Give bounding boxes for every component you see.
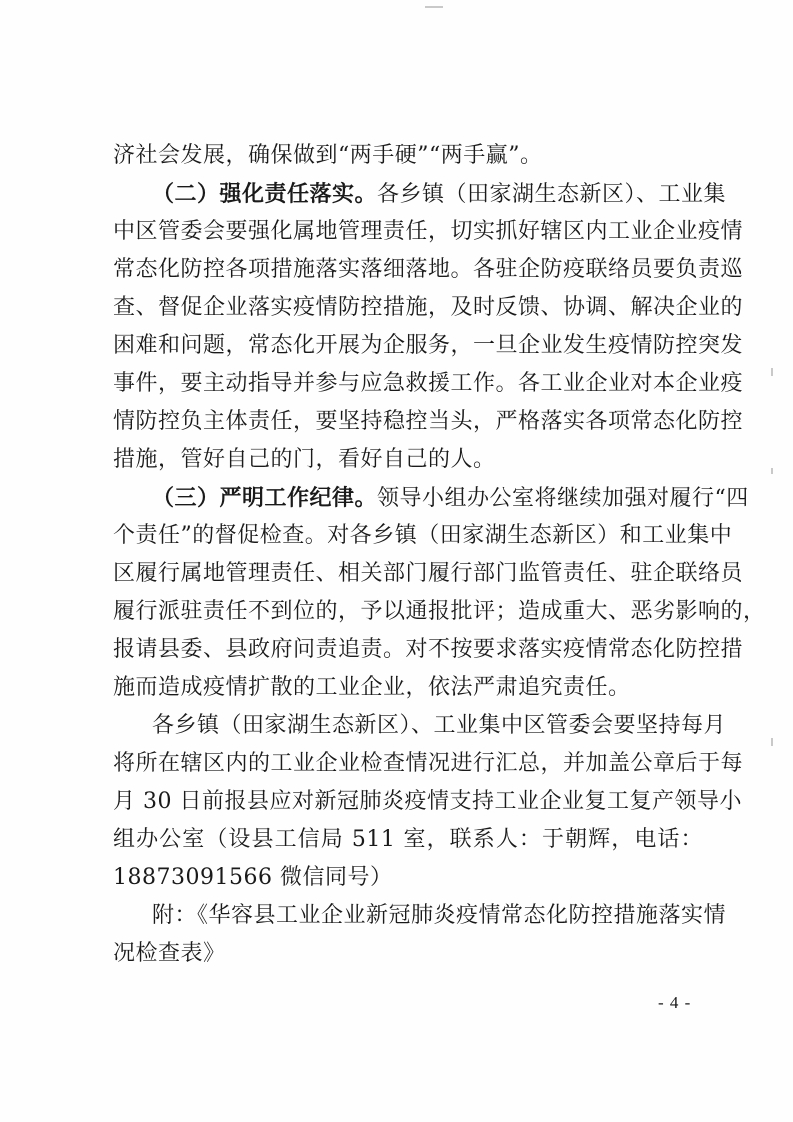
body-line: 履行派驻责任不到位的，予以通报批评；造成重大、恶劣影响的， <box>113 599 766 624</box>
body-line: 报请县委、县政府问责追责。对不按要求落实疫情常态化防控措 <box>113 637 744 662</box>
body-line <box>152 483 749 513</box>
body-line: 区履行属地管理责任、相关部门履行部门监管责任、驻企联络员 <box>113 561 744 586</box>
page-number: - 4 - <box>658 993 692 1012</box>
body-line: 18873091566 微信同号） <box>113 865 393 890</box>
scan-artifact-top <box>425 6 443 8</box>
body-line: 月 30 日前报县应对新冠肺炎疫情支持工业企业复工复产领导小 <box>113 789 742 814</box>
body-line: 将所在辖区内的工业企业检查情况进行汇总，并加盖公章后于每 <box>113 751 744 776</box>
body-line: 事件，要主动指导并参与应急救援工作。各工业企业对本企业疫 <box>113 371 744 396</box>
body-line: 施而造成疫情扩散的工业企业，依法严肃追究责任。 <box>113 675 631 700</box>
attachment-line: 附：《华容县工业企业新冠肺炎疫情常态化防控措施落实情 <box>152 903 727 928</box>
body-line: 中区管委会要强化属地管理责任，切实抓好辖区内工业企业疫情 <box>113 219 744 244</box>
scan-artifact-right-3 <box>771 738 773 746</box>
body-line <box>152 179 727 209</box>
section-heading-2: （二）强化责任落实。 <box>152 181 378 207</box>
body-line: 组办公室（设县工信局 511 室，联系人：于朝辉，电话： <box>113 827 703 852</box>
body-line: 个责任”的督促检查。对各乡镇（田家湖生态新区）和工业集中 <box>113 523 733 548</box>
attachment-line: 况检查表》 <box>113 941 226 966</box>
section-heading-3: （三）严明工作纪律。 <box>152 485 378 511</box>
body-line: 措施，管好自己的门，看好自己的人。 <box>113 447 496 472</box>
section-3-lead: 领导小组办公室将继续加强对履行“四 <box>377 486 749 511</box>
scan-artifact-right-1 <box>771 368 773 376</box>
body-line: 济社会发展，确保做到“两手硬”“两手赢”。 <box>113 143 543 168</box>
body-line: 查、督促企业落实疫情防控措施，及时反馈、协调、解决企业的 <box>113 295 744 320</box>
body-line: 常态化防控各项措施落实落细落地。各驻企防疫联络员要负责巡 <box>113 257 744 282</box>
section-2-lead: 各乡镇（田家湖生态新区）、工业集 <box>377 182 727 207</box>
body-line: 情防控负主体责任，要坚持稳控当头，严格落实各项常态化防控 <box>113 409 744 434</box>
scan-artifact-right-2 <box>771 468 773 474</box>
body-line: 困难和问题，常态化开展为企服务，一旦企业发生疫情防控突发 <box>113 333 744 358</box>
body-line: 各乡镇（田家湖生态新区）、工业集中区管委会要坚持每月 <box>152 713 727 738</box>
